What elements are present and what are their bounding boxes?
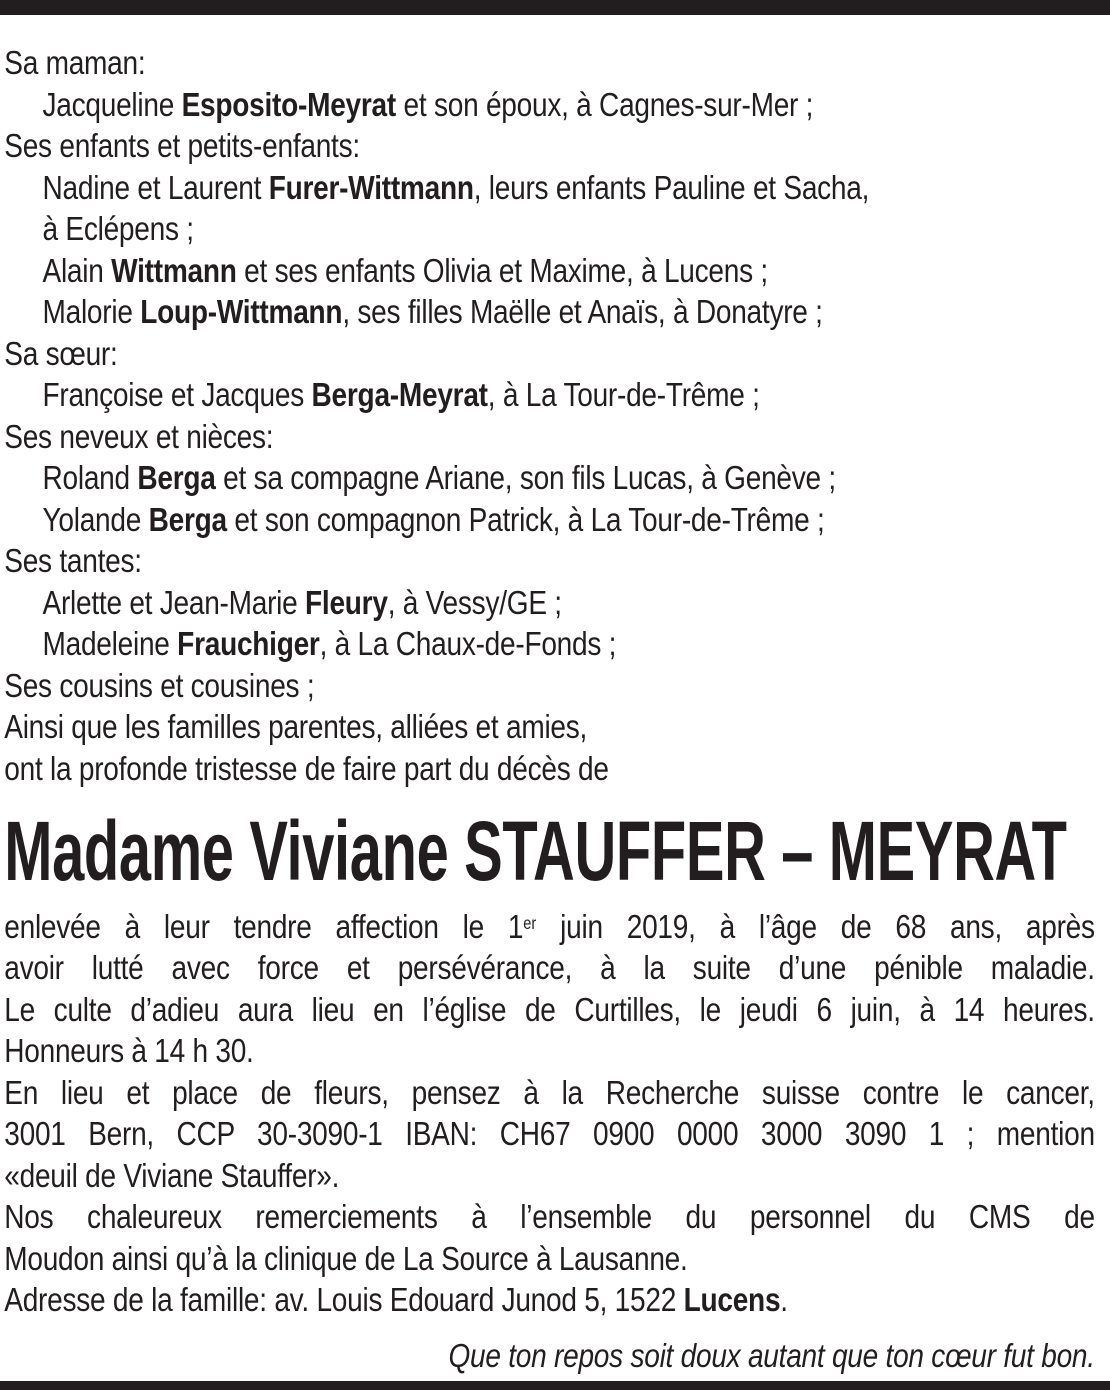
body-line <box>4 947 1095 989</box>
bold-name: Fleury <box>305 583 388 621</box>
text-segment: Ainsi que les familles parentes, alliées et amies, <box>4 708 588 745</box>
family-line <box>4 748 1095 790</box>
deceased-name-title <box>4 804 1095 898</box>
family-line <box>4 540 1095 582</box>
family-line <box>4 706 1095 748</box>
text-segment: Madeleine <box>42 625 178 662</box>
text-segment: Sa maman: <box>4 44 146 81</box>
text-segment: Françoise et Jacques <box>42 376 312 413</box>
text-segment: et sa compagne Ariane, son fils Lucas, à Genève ; <box>215 459 836 496</box>
text-segment: Ses enfants et petits-enfants: <box>4 127 360 164</box>
family-line <box>4 499 1095 541</box>
family-line <box>4 582 1095 624</box>
text-segment: , ses filles Maëlle et Anaïs, à Donatyre ; <box>342 293 823 330</box>
body-line <box>4 1072 1095 1114</box>
text-segment: Roland <box>42 459 138 496</box>
body-line <box>4 903 1095 947</box>
text-segment: Adresse de la famille: av. Louis Edouard Junod 5, 1522 <box>4 1281 684 1319</box>
text-segment: , à Vessy/GE ; <box>387 583 562 621</box>
text-segment: juin 2019, à l’âge de 68 ans, après <box>536 907 1095 945</box>
notice-body <box>4 903 1095 1321</box>
epitaph-quote <box>4 1335 1095 1377</box>
text-segment: 3001 Bern, CCP 30-3090-1 IBAN: CH67 0900 0000 3000 3090 1 ; mention <box>4 1115 1095 1153</box>
bold-name: Lucens <box>683 1281 781 1319</box>
bold-name: Berga <box>148 500 227 538</box>
family-line <box>4 623 1095 665</box>
text-segment: et son époux, à Cagnes-sur-Mer ; <box>395 85 814 123</box>
text-segment: ont la profonde tristesse de faire part du décès de <box>4 749 609 787</box>
ordinal-superscript: er <box>523 913 537 933</box>
bottom-rule <box>0 1381 1110 1390</box>
text-segment: Ses tantes: <box>4 542 142 579</box>
text-segment: et son compagnon Patrick, à La Tour-de-Trême ; <box>226 500 825 538</box>
bold-name: Frauchiger <box>177 625 320 662</box>
family-line <box>4 167 1095 209</box>
body-line <box>4 1196 1095 1238</box>
bold-name: Berga <box>137 459 216 496</box>
bold-name: Wittmann <box>111 251 237 289</box>
text-segment: Le culte d’adieu aura lieu en l’église de Curtilles, le jeudi 6 juin, à 14 heures. <box>4 990 1095 1028</box>
body-line <box>4 1238 1095 1280</box>
text-segment: Nos chaleureux remerciements à l’ensemble du personnel du CMS de <box>4 1198 1095 1236</box>
bold-name: Furer-Wittmann <box>268 168 474 206</box>
text-segment: En lieu et place de fleurs, pensez à la Recherche suisse contre le cancer, <box>4 1073 1095 1111</box>
family-line <box>4 291 1095 333</box>
text-segment: Yolande <box>42 500 149 538</box>
text-segment: , leurs enfants Pauline et Sacha, <box>473 168 870 206</box>
family-line <box>4 250 1095 292</box>
text-segment: Nadine et Laurent <box>42 168 269 206</box>
family-line <box>4 208 1095 250</box>
text-segment: Alain <box>42 251 112 289</box>
bold-name: Berga-Meyrat <box>311 376 488 413</box>
family-line <box>4 416 1095 458</box>
text-segment: enlevée à leur tendre affection le 1 <box>4 907 524 945</box>
family-line <box>4 125 1095 167</box>
text-segment: Jacqueline <box>42 85 182 123</box>
text-segment: Arlette et Jean-Marie <box>42 583 306 621</box>
bold-name: Loup-Wittmann <box>140 293 343 330</box>
text-segment: et ses enfants Olivia et Maxime, à Lucens ; <box>236 251 768 289</box>
text-segment: à Eclépens ; <box>42 210 194 247</box>
family-line <box>4 333 1095 375</box>
body-line <box>4 1113 1095 1155</box>
text-segment: . <box>780 1281 788 1319</box>
text-segment: Sa sœur: <box>4 334 118 372</box>
deceased-name-text: Madame Viviane STAUFFER – MEYRAT <box>4 804 1067 898</box>
bold-name: Esposito-Meyrat <box>181 85 396 123</box>
notice-content <box>0 15 1110 1376</box>
text-segment: , à La Chaux-de-Fonds ; <box>319 625 617 662</box>
text-segment: Malorie <box>42 293 141 330</box>
text-segment: Moudon ainsi qu’à la clinique de La Source à Lausanne. <box>4 1239 688 1277</box>
text-segment: , à La Tour-de-Trême ; <box>487 376 760 413</box>
family-list <box>4 42 1095 789</box>
body-line <box>4 1155 1095 1197</box>
text-segment: Ses cousins et cousines ; <box>4 666 315 704</box>
family-line <box>4 42 1095 84</box>
top-rule <box>0 0 1110 15</box>
text-segment: «deuil de Viviane Stauffer». <box>4 1156 340 1194</box>
body-line <box>4 989 1095 1031</box>
body-line <box>4 1030 1095 1072</box>
text-segment: Honneurs à 14 h 30. <box>4 1032 254 1070</box>
family-line <box>4 665 1095 707</box>
family-line <box>4 374 1095 416</box>
text-segment: avoir lutté avec force et persévérance, à la suite d’une pénible maladie. <box>4 949 1095 987</box>
epitaph-quote-text: Que ton repos soit doux autant que ton cœur fut bon. <box>448 1336 1095 1374</box>
text-segment: Ses neveux et nièces: <box>4 417 274 455</box>
body-line <box>4 1279 1095 1321</box>
family-line <box>4 84 1095 126</box>
family-line <box>4 457 1095 499</box>
